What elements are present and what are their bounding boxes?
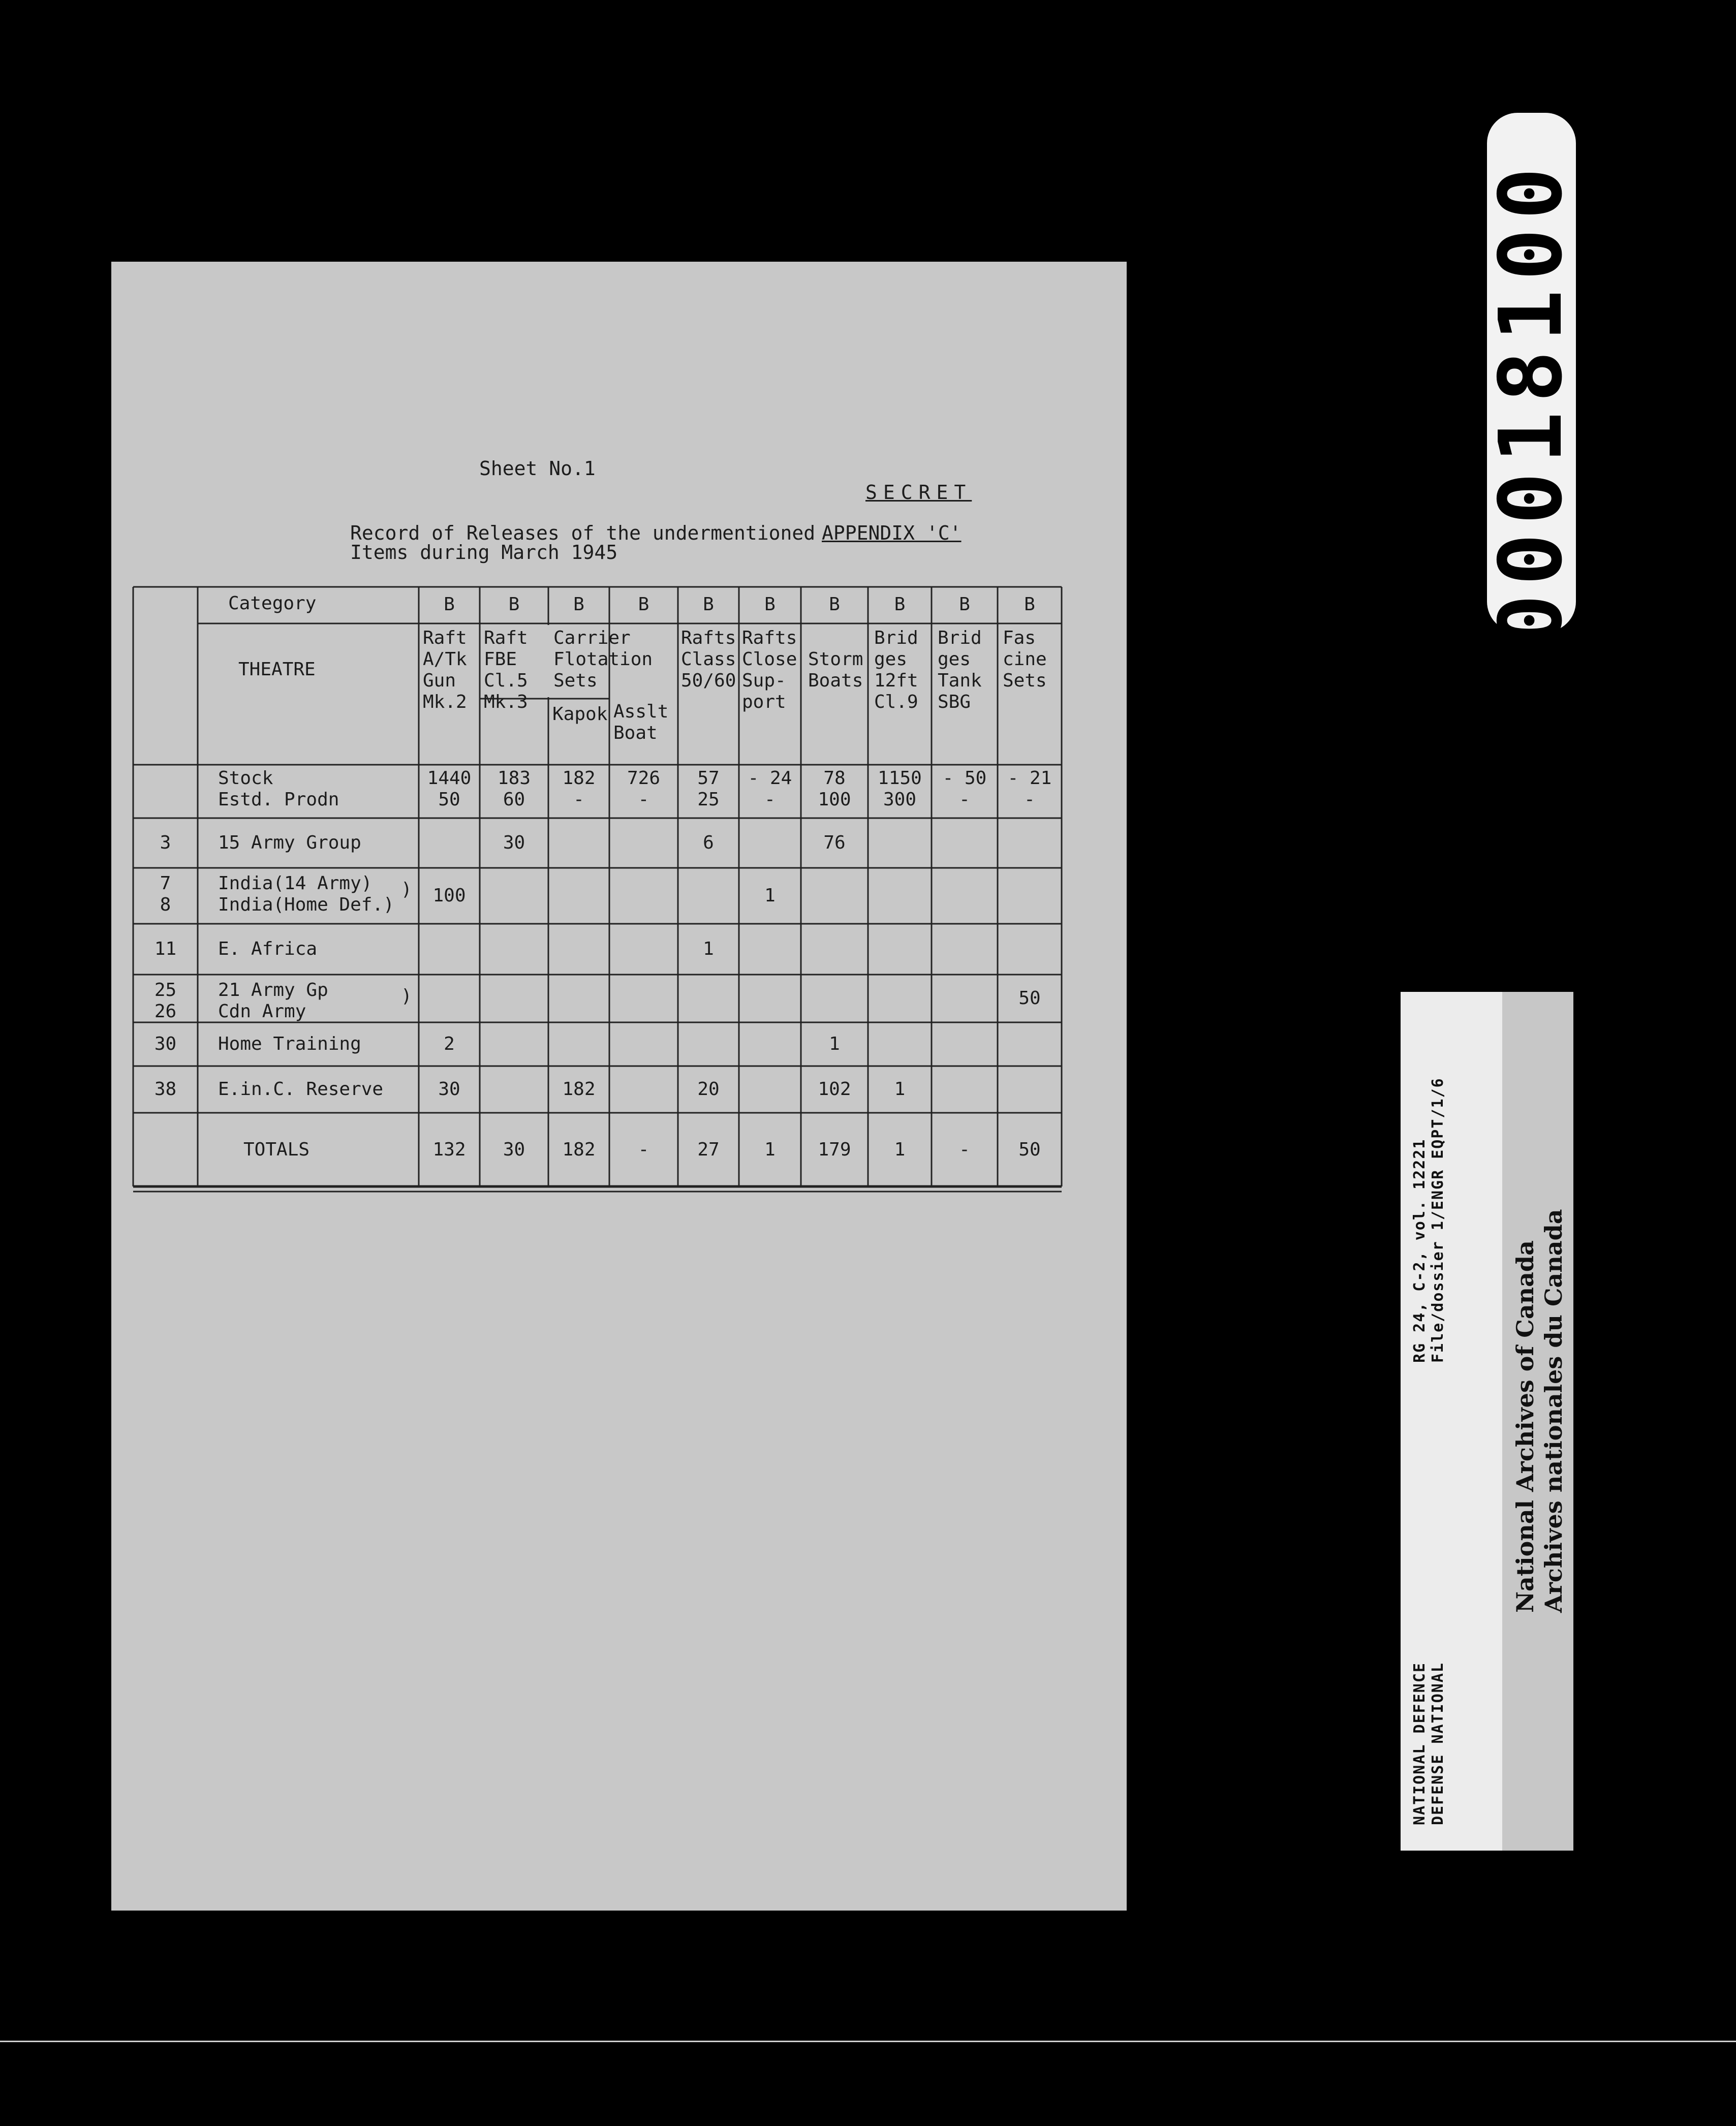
row-theatre-name: India(14 Army) India(Home Def.) (218, 873, 394, 915)
theatre-header: THEATRE (238, 659, 316, 680)
stock-value: 1440 50 (427, 768, 472, 810)
department-label-panel (1401, 992, 1502, 1851)
row-theatre-name: E. Africa (218, 939, 318, 959)
row-theatre-name: 15 Army Group (218, 832, 361, 853)
col-header-fascine-sets: Fas cine Sets (1003, 628, 1047, 691)
col-header-asslt-boat: Asslt Boat (613, 701, 669, 743)
totals-value: 179 (818, 1139, 851, 1160)
row-theatre-name: Home Training (218, 1034, 361, 1054)
col-header-raft-atk: Raft A/Tk Gun Mk.2 (423, 628, 467, 712)
document-page (111, 262, 1127, 1911)
row-value: 1 (829, 1034, 840, 1054)
row-value: 1 (703, 939, 714, 959)
totals-value: 30 (503, 1139, 525, 1160)
b-class-header: B (1024, 594, 1035, 615)
totals-value: 132 (432, 1139, 466, 1160)
totals-value: 1 (894, 1139, 906, 1160)
stock-value: 1150 300 (878, 768, 922, 810)
col-header-kapok: Kapok (552, 704, 608, 725)
archives-name-en: National Archives of Canada (1511, 1240, 1539, 1613)
film-edge-line (0, 2041, 1736, 2042)
frame-number-digit: 0 (1481, 472, 1582, 525)
stock-value: - 24 - (748, 768, 792, 810)
stock-value: 78 100 (818, 768, 851, 810)
frame-number-digit: 0 (1481, 533, 1582, 586)
stock-value: 57 25 (697, 768, 720, 810)
film-frame-number (1481, 113, 1582, 647)
frame-number-digit: 0 (1481, 594, 1582, 647)
classification-marking: SECRET (865, 481, 972, 504)
col-header-bridges-12ft: Brid ges 12ft Cl.9 (874, 628, 918, 712)
frame-number-digit: 1 (1481, 289, 1582, 342)
b-class-header: B (703, 594, 714, 615)
b-class-header: B (764, 594, 776, 615)
b-class-header: B (638, 594, 649, 615)
stock-value: - 50 - (942, 768, 987, 810)
document-title-line2: Items during March 1945 (350, 541, 618, 564)
col-header-bridges-tank: Brid ges Tank SBG (938, 628, 982, 712)
stock-label: Stock Estd. Prodn (218, 768, 339, 810)
archives-name-fr: Archives nationales du Canada (1540, 1209, 1567, 1613)
row-value: 1 (894, 1079, 906, 1100)
row-number: 7 8 (160, 873, 171, 915)
frame-number-digit: 1 (1481, 411, 1582, 464)
row-value: 102 (818, 1079, 851, 1100)
row-value: 100 (432, 885, 466, 906)
totals-value: - (959, 1139, 970, 1160)
label-department-fr: DEFENSE NATIONAL (1429, 1662, 1447, 1825)
row-value: 50 (1018, 988, 1041, 1009)
frame-number-digit: 0 (1481, 167, 1582, 220)
row-value: 182 (562, 1079, 596, 1100)
stock-value: 183 60 (497, 768, 531, 810)
record-group-reference: RG 24, C-2, vol. 12221 (1411, 1138, 1429, 1363)
file-reference: File/dossier 1/ENGR EQPT/1/6 (1429, 1077, 1447, 1363)
row-value: 6 (703, 832, 714, 853)
frame-number-digit: 8 (1481, 350, 1582, 403)
frame-number-digit: 0 (1481, 228, 1582, 281)
totals-value: 50 (1018, 1139, 1041, 1160)
header-merge-mask (547, 625, 550, 697)
row-value: 30 (438, 1079, 460, 1100)
totals-label: TOTALS (243, 1139, 310, 1160)
col-header-storm-boats: Storm Boats (808, 649, 863, 691)
label-department-en: NATIONAL DEFENCE (1411, 1662, 1429, 1825)
row-number: 11 (154, 939, 177, 959)
b-class-header: B (573, 594, 584, 615)
row-bracket: ) (401, 879, 412, 900)
col-header-carrier-flotation: Carrier Flotation Sets (553, 628, 653, 691)
stock-value: - 21 - (1007, 768, 1052, 810)
stock-value: 182 - (562, 768, 596, 810)
totals-value: - (638, 1139, 649, 1160)
row-theatre-name: E.in.C. Reserve (218, 1079, 384, 1100)
totals-value: 182 (562, 1139, 596, 1160)
appendix-label: APPENDIX 'C' (822, 522, 962, 544)
row-number: 38 (154, 1079, 177, 1100)
releases-table (111, 262, 1127, 1911)
b-class-header: B (894, 594, 906, 615)
row-theatre-name: 21 Army Gp Cdn Army (218, 980, 328, 1022)
col-header-rafts-class: Rafts Class 50/60 (681, 628, 736, 691)
b-class-header: B (829, 594, 840, 615)
category-header: Category (228, 593, 317, 614)
row-number: 25 26 (154, 980, 177, 1022)
row-number: 30 (154, 1034, 177, 1054)
totals-value: 27 (697, 1139, 720, 1160)
archives-label-panel (1502, 992, 1573, 1851)
col-header-rafts-close-support: Rafts Close Sup- port (742, 628, 797, 712)
row-value: 20 (697, 1079, 720, 1100)
row-number: 3 (160, 832, 171, 853)
row-value: 1 (764, 885, 776, 906)
b-class-header: B (444, 594, 455, 615)
document-title-line1: Record of Releases of the undermentioned (350, 522, 816, 544)
row-value: 30 (503, 832, 525, 853)
stock-value: 726 - (627, 768, 661, 810)
b-class-header: B (508, 594, 520, 615)
sheet-number: Sheet No.1 (479, 457, 596, 480)
col-header-raft-fbe: Raft FBE Cl.5 Mk.3 (484, 628, 528, 712)
row-value: 76 (823, 832, 846, 853)
b-class-header: B (959, 594, 970, 615)
row-bracket: ) (401, 986, 412, 1007)
totals-value: 1 (764, 1139, 776, 1160)
row-value: 2 (444, 1034, 455, 1054)
